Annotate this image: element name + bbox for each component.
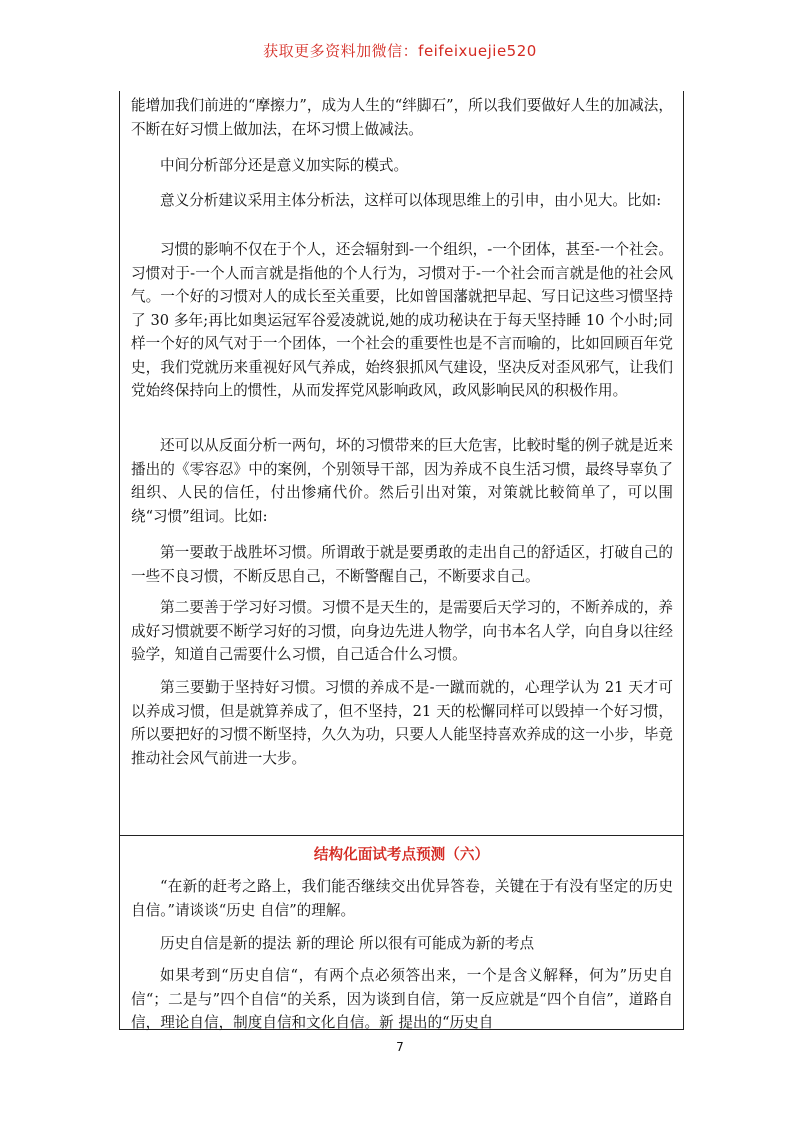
section-heading: 结构化面试考点预测（六） (313, 846, 490, 863)
paragraph-continuation: 能增加我们前进的“摩擦力”，成为人生的“绊脚石”，所以我们要做好人生的加减法，不断在好习惯上做加法，在坏习惯上做减法。 (131, 97, 673, 138)
paragraph-point-two: 第二要善于学习好习惯。习惯不是天生的，是需要后天学习的，不断养成的，养成好习惯就要不断学习好的习惯，向身边先进人物学，向书本名人学，向自身以往经验学，知道自己需要什么习惯，自己适合什么习惯。 (131, 599, 673, 663)
paragraph-new-concept: 历史自信是新的提法 新的理论 所以很有可能成为新的考点 (160, 935, 535, 952)
watermark-text: 获取更多资料加微信：feifeixuejie520 (263, 42, 537, 60)
paragraph-question: “在新的赶考之路上，我们能否继续交出优异答卷，关键在于有没有坚定的历史自信。”请谈谈“历史 自信”的理解。 (131, 878, 673, 919)
paragraph-habit-impact: 习惯的影响不仅在于个人，还会辐射到-一个组织，-一个团体，甚至-一个社会。习惯对于-一个人而言就是指他的个人行为，习惯对于-一个社会而言就是他的社会风气。一个好的习惯对人的成长至关重要，比如曾国藩就把早起、写日记这些习惯坚持了 30 多年;再比如奥运冠军谷爱凌就说,她的成功秘诀在于每天坚持睡 10 个小时;同样一个好的风气对于一个团体，一个社会的重要性也是不言而喻的，比如回顾百年党史，我们党就历来重视好风气养成，始终狠抓风气建设，坚决反对歪风邪气，让我们党始终保持向上的惯性，从而发挥党风影响政风，政风影响民风的积极作用。 (131, 241, 673, 399)
paragraph-subject-analysis: 意义分析建议采用主体分析法，这样可以体现思维上的引申，由小见大。比如: (160, 192, 662, 209)
page-number: 7 (396, 1040, 404, 1054)
section-divider (120, 835, 683, 836)
paragraph-point-three: 第三要勤于坚持好习惯。习惯的养成不是-一蹴而就的，心理学认为 21 天才可以养成习惯，但是就算养成了，但不坚持，21 天的松懈同样可以毁掉一个好习惯，所以要把好的习惯不断坚持，久久为功，只要人人能坚持喜欢养成的这一小步，毕竟推动社会风气前进一大步。 (131, 679, 673, 767)
paragraph-answer-points: 如果考到“历史自信“，有两个点必须答出来，一个是含义解释，何为”历史自信“；二是与”四个自信“的关系，因为谈到自信，第一反应就是“四个自信”，道路自信，理论自信，制度自信和文化自信。新 提出的“历史自 (131, 967, 673, 1031)
paragraph-analysis-mode: 中间分析部分还是意义加实际的模式。 (160, 157, 409, 174)
paragraph-negative-analysis: 还可以从反面分析一两句，坏的习惯带来的巨大危害，比較时髦的例子就是近来播出的《零容忍》中的案例，个别领导干部，因为养成不良生活习惯，最终导辜负了组织、人民的信任，付出惨痛代价。然后引出对策，对策就比較简单了，可以围绕“习惯”组词。比如: (131, 437, 673, 525)
paragraph-point-one: 第一要敢于战胜坏习惯。所谓敢于就是要勇敢的走出自己的舒适区，打破自己的一些不良习惯，不断反思自己，不断警醒自己，不断要求自己。 (131, 544, 673, 585)
